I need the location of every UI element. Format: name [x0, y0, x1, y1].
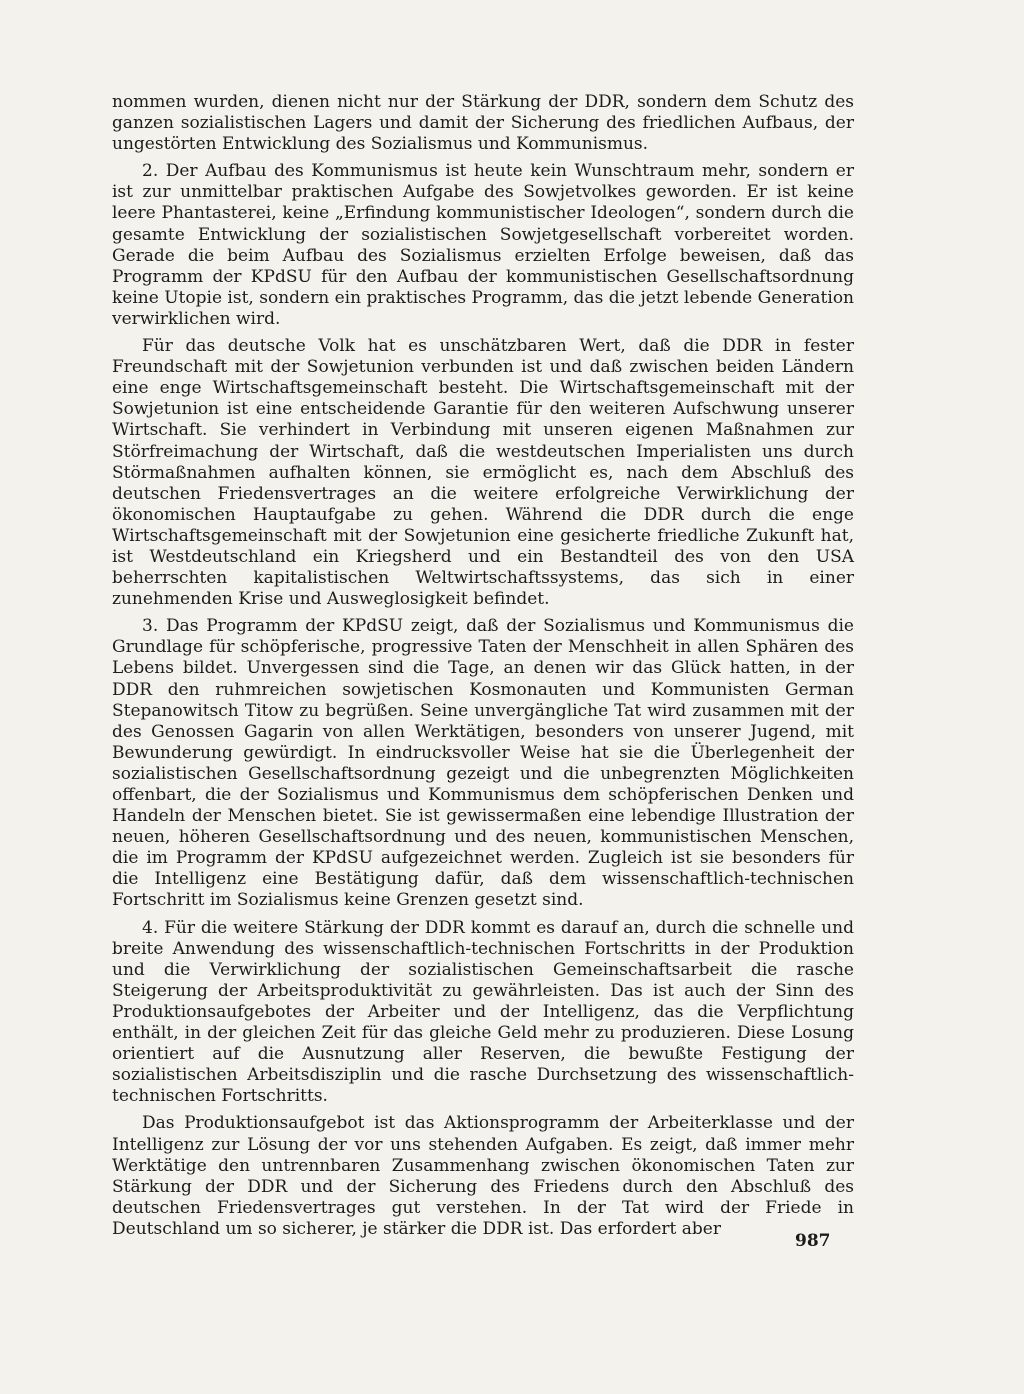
- paragraph-point-2: 2. Der Aufbau des Kommunismus ist heute kein Wunschtraum mehr, sondern er ist zur unmittelbar praktischen Aufgabe des Sowjetvolkes geworden. Er ist keine leere Phantasterei, keine „Erfindung kommunistischer Ideologen“, sondern durch die gesamte Entwicklung der sozialistischen Sowjetgesellschaft vorbereitet worden. Gerade die beim Aufbau des Sozialismus erzielten Erfolge beweisen, daß das Programm der KPdSU für den Aufbau der kommunistischen Gesellschaftsordnung keine Utopie ist, sondern ein praktisches Programm, das die jetzt lebende Generation verwirklichen wird.: [112, 161, 854, 329]
- paragraph-point-4: 4. Für die weitere Stärkung der DDR kommt es darauf an, durch die schnelle und breite Anwendung des wissenschaftlich-technischen Fortschritts in der Produktion und die Verwirklichung der sozialistischen Gemeinschaftsarbeit die rasche Steigerung der Arbeitsproduktivität zu gewährleisten. Das ist auch der Sinn des Produktionsaufgebotes der Arbeiter und der Intelligenz, das die Verpflichtung enthält, in der gleichen Zeit für das gleiche Geld mehr zu produzieren. Diese Losung orientiert auf die Ausnutzung aller Reserven, die bewußte Festigung der sozialistischen Arbeitsdisziplin und die rasche Durchsetzung des wissenschaftlich-technischen Fortschritts.: [112, 917, 854, 1107]
- page-number: 987: [795, 1231, 831, 1251]
- paragraph-continuation: nommen wurden, dienen nicht nur der Stärkung der DDR, sondern dem Schutz des ganzen sozialistischen Lagers und damit der Sicherung des friedlichen Aufbaus, der ungestörten Entwicklung des Sozialismus und Kommunismus.: [112, 92, 854, 155]
- paragraph-production-drive: Das Produktionsaufgebot ist das Aktionsprogramm der Arbeiterklasse und der Intelligenz zur Lösung der vor uns stehenden Aufgaben. Es zeigt, daß immer mehr Werktätige den untrennbaren Zusammenhang zwischen ökonomischen Taten zur Stärkung der DDR und der Sicherung des Friedens durch den Abschluß des deutschen Friedensvertrages gut verstehen. In der Tat wird der Friede in Deutschland um so sicherer, je stärker die DDR ist. Das erfordert aber: [112, 1113, 854, 1239]
- paragraph-point-3: 3. Das Programm der KPdSU zeigt, daß der Sozialismus und Kommunismus die Grundlage für schöpferische, progressive Taten der Menschheit in allen Sphären des Lebens bildet. Unvergessen sind die Tage, an denen wir das Glück hatten, in der DDR den ruhmreichen sowjetischen Kosmonauten und Kommunisten German Stepanowitsch Titow zu begrüßen. Seine unvergängliche Tat wird zusammen mit der des Genossen Gagarin von allen Werktätigen, besonders von unserer Jugend, mit Bewunderung gewürdigt. In eindrucksvoller Weise hat sie die Überlegenheit der sozialistischen Gesellschaftsordnung gezeigt und die unbegrenzten Möglichkeiten offenbart, die der Sozialismus und Kommunismus dem schöpferischen Denken und Handeln der Menschen bietet. Sie ist gewissermaßen eine lebendige Illustration der neuen, höheren Gesellschaftsordnung und des neuen, kommunistischen Menschen, die im Programm der KPdSU aufgezeichnet werden. Zugleich ist sie besonders für die Intelligenz eine Bestätigung dafür, daß dem wissenschaftlich-technischen Fortschritt im Sozialismus keine Grenzen gesetzt sind.: [112, 616, 854, 911]
- page-body: [112, 92, 854, 1246]
- paragraph-economic-community: Für das deutsche Volk hat es unschätzbaren Wert, daß die DDR in fester Freundschaft mit der Sowjetunion verbunden ist und daß zwischen beiden Ländern eine enge Wirtschaftsgemeinschaft besteht. Die Wirtschaftsgemeinschaft mit der Sowjetunion ist eine entscheidende Garantie für den weiteren Aufschwung unserer Wirtschaft. Sie verhindert in Verbindung mit unseren eigenen Maßnahmen zur Störfreimachung der Wirtschaft, daß die westdeutschen Imperialisten uns durch Störmaßnahmen aufhalten können, sie ermöglicht es, nach dem Abschluß des deutschen Friedensvertrages an die weitere erfolgreiche Verwirklichung der ökonomischen Hauptaufgabe zu gehen. Während die DDR durch die enge Wirtschaftsgemeinschaft mit der Sowjetunion eine gesicherte friedliche Zukunft hat, ist Westdeutschland ein Kriegsherd und ein Bestandteil des von den USA beherrschten kapitalistischen Weltwirtschaftssystems, das sich in einer zunehmenden Krise und Ausweglosigkeit befindet.: [112, 336, 854, 610]
